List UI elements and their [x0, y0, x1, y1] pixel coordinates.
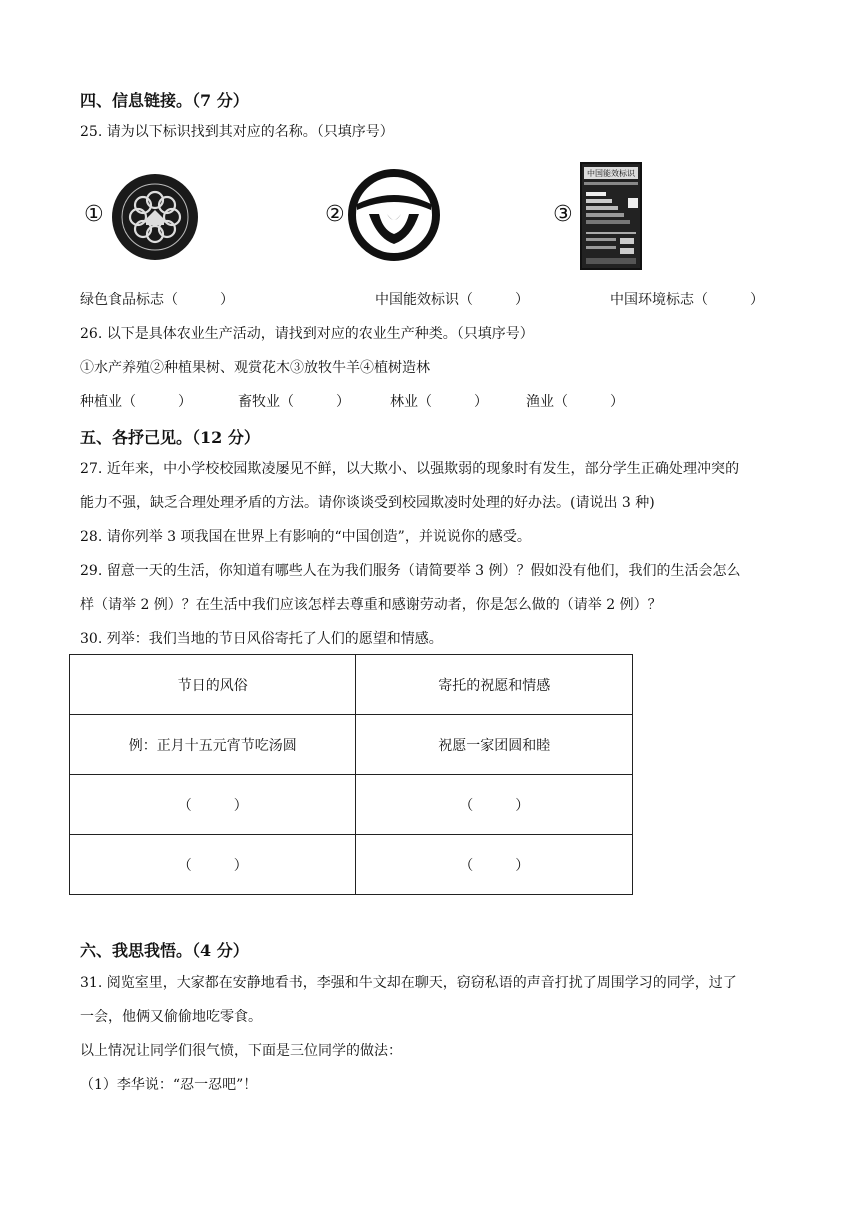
energy-label-logo: [580, 162, 642, 270]
festival-table: [69, 654, 633, 895]
table-example-wish: 祝愿一家团圆和睦: [356, 715, 633, 775]
table-row: [70, 715, 633, 775]
table-header-wish: 寄托的祝愿和情感: [356, 655, 633, 715]
table-blank-cell: （ ）: [356, 835, 633, 895]
section-5-title: 五、各抒己见。（12 分）: [80, 428, 260, 447]
forestry-blank: 林业（ ）: [390, 394, 488, 410]
question-27-line-1: 27. 近年来，中小学校校园欺凌屡见不鲜，以大欺小、以强欺弱的现象时有发生，部分学生正确处理冲突的: [80, 461, 740, 477]
table-header-custom: 节日的风俗: [70, 655, 356, 715]
section-6-title: 六、我思我悟。（4 分）: [80, 941, 249, 960]
energy-label-title: 中国能效标识: [587, 169, 635, 178]
environment-label-blank: 中国环境标志（ ）: [610, 292, 764, 308]
question-28: 28. 请你列举 3 项我国在世界上有影响的“中国创造”，并说说你的感受。: [80, 529, 531, 545]
fishery-blank: 渔业（ ）: [526, 394, 624, 410]
environment-label-logo: [110, 172, 200, 262]
table-row: [70, 835, 633, 895]
question-31-line-2: 一会，他俩又偷偷地吃零食。: [80, 1009, 262, 1025]
table-blank-cell: （ ）: [70, 775, 356, 835]
logo-2-label: ②: [325, 202, 345, 227]
question-26: 26. 以下是具体农业生产活动，请找到对应的农业生产种类。（只填序号）: [80, 326, 534, 342]
question-29-line-1: 29. 留意一天的生活，你知道有哪些人在为我们服务（请简要举 3 例）？假如没有他们，我们的生活会怎么: [80, 563, 741, 579]
question-27-line-2: 能力不强，缺乏合理处理矛盾的方法。请你谈谈受到校园欺凌时处理的好办法。(请说出 3 种): [80, 495, 655, 511]
table-example-custom: 例：正月十五元宵节吃汤圆: [70, 715, 356, 775]
green-food-blank: 绿色食品标志（ ）: [80, 292, 234, 308]
table-blank-cell: （ ）: [70, 835, 356, 895]
table-row: [70, 775, 633, 835]
question-30: 30. 列举：我们当地的节日风俗寄托了人们的愿望和情感。: [80, 631, 443, 647]
energy-label-blank: 中国能效标识（ ）: [375, 292, 529, 308]
section-4-title: 四、信息链接。（7 分）: [80, 91, 249, 110]
livestock-blank: 畜牧业（ ）: [238, 394, 350, 410]
question-29-line-2: 样（请举 2 例）？在生活中我们应该怎样去尊重和感谢劳动者，你是怎么做的（请举 2 例）？: [80, 597, 662, 613]
table-blank-cell: （ ）: [356, 775, 633, 835]
question-31-line-3: 以上情况让同学们很气愤，下面是三位同学的做法：: [80, 1043, 402, 1059]
planting-blank: 种植业（ ）: [80, 394, 192, 410]
green-food-logo: [347, 168, 441, 262]
question-25: 25. 请为以下标识找到其对应的名称。（只填序号）: [80, 124, 394, 140]
question-26-options: ①水产养殖②种植果树、观赏花木③放牧牛羊④植树造林: [80, 360, 430, 376]
table-row: [70, 655, 633, 715]
question-31-line-4: （1）李华说：“忍一忍吧”！: [80, 1077, 258, 1093]
logo-3-label: ③: [553, 202, 573, 227]
question-31-line-1: 31. 阅览室里，大家都在安静地看书，李强和牛文却在聊天，窃窃私语的声音打扰了周围学习的同学，过了: [80, 975, 737, 991]
logo-1-label: ①: [84, 202, 104, 227]
